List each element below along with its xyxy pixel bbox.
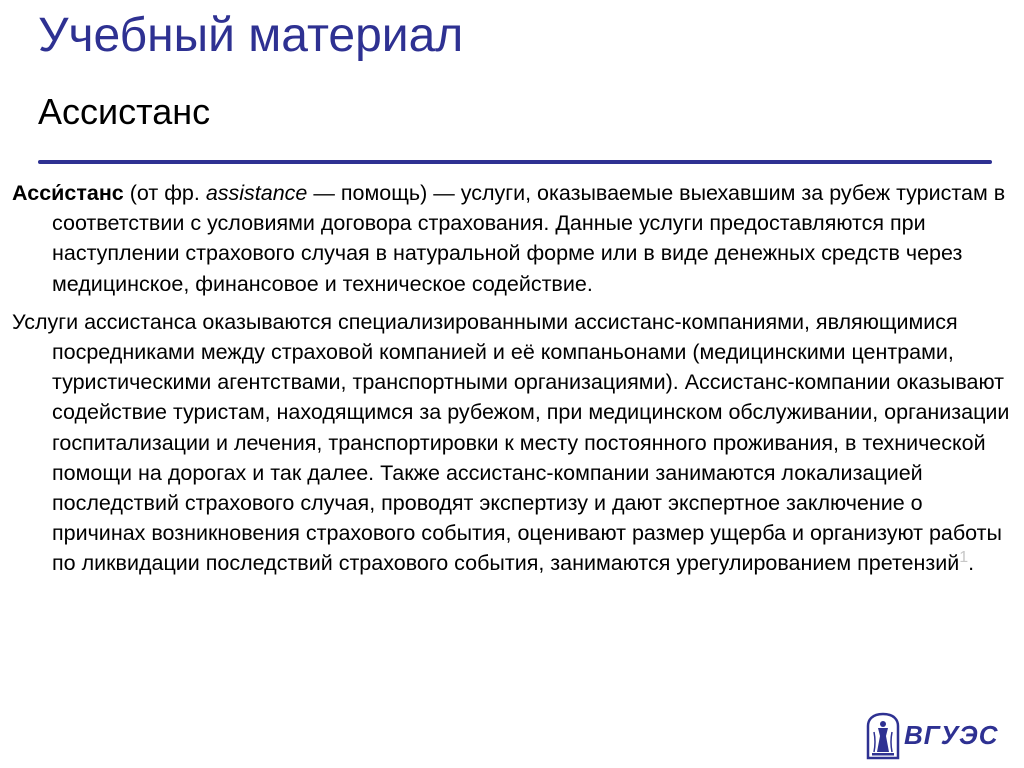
slide-body — [12, 178, 1016, 587]
defined-term: Асси́станс — [12, 181, 124, 205]
title-divider — [38, 160, 992, 164]
services-text: Услуги ассистанса оказываются специализированными ассистанс-компаниями, являющимися посредниками между страховой компанией и её компаньонами (медицинскими центрами, туристическими агентствами, транспортными организациями). Ассистанс-компании оказывают содействие туристам, находящимся за рубежом, при медицинском обслуживании, организации госпитализации и лечения, транспортировки к месту постоянного проживания, в технической помощи на дорогах и так далее. Также ассистанс-компании занимаются локализацией последствий страхового случая, проводят экспертизу и дают экспертное заключение о причинах возникновения страхового события, оценивают размер ущерба и организуют работы по ликвидации последствий страхового события, занимаются урегулированием претензий — [12, 309, 1010, 576]
paragraph-end: . — [968, 551, 975, 576]
definition-text: — помощь) — услуги, оказываемые выехавшим за рубеж туристам в соответствии с условиями договора страхования. Данные услуги предоставляются при наступлении страхового случая в натуральной форме или в виде денежных средств через медицинское, финансовое и техническое содействие. — [52, 181, 1006, 296]
slide-subtitle: Ассистанс — [38, 91, 211, 132]
services-paragraph — [12, 307, 1016, 579]
university-emblem-icon — [866, 712, 900, 762]
definition-paragraph — [12, 178, 1016, 299]
logo-text: ВГУЭС — [904, 720, 999, 750]
footnote-reference[interactable]: 1 — [959, 549, 969, 567]
university-logo — [866, 712, 999, 762]
slide-title: Учебный материал — [38, 9, 464, 62]
foreign-word: assistance — [205, 181, 308, 205]
definition-prefix: (от фр. — [123, 181, 206, 205]
